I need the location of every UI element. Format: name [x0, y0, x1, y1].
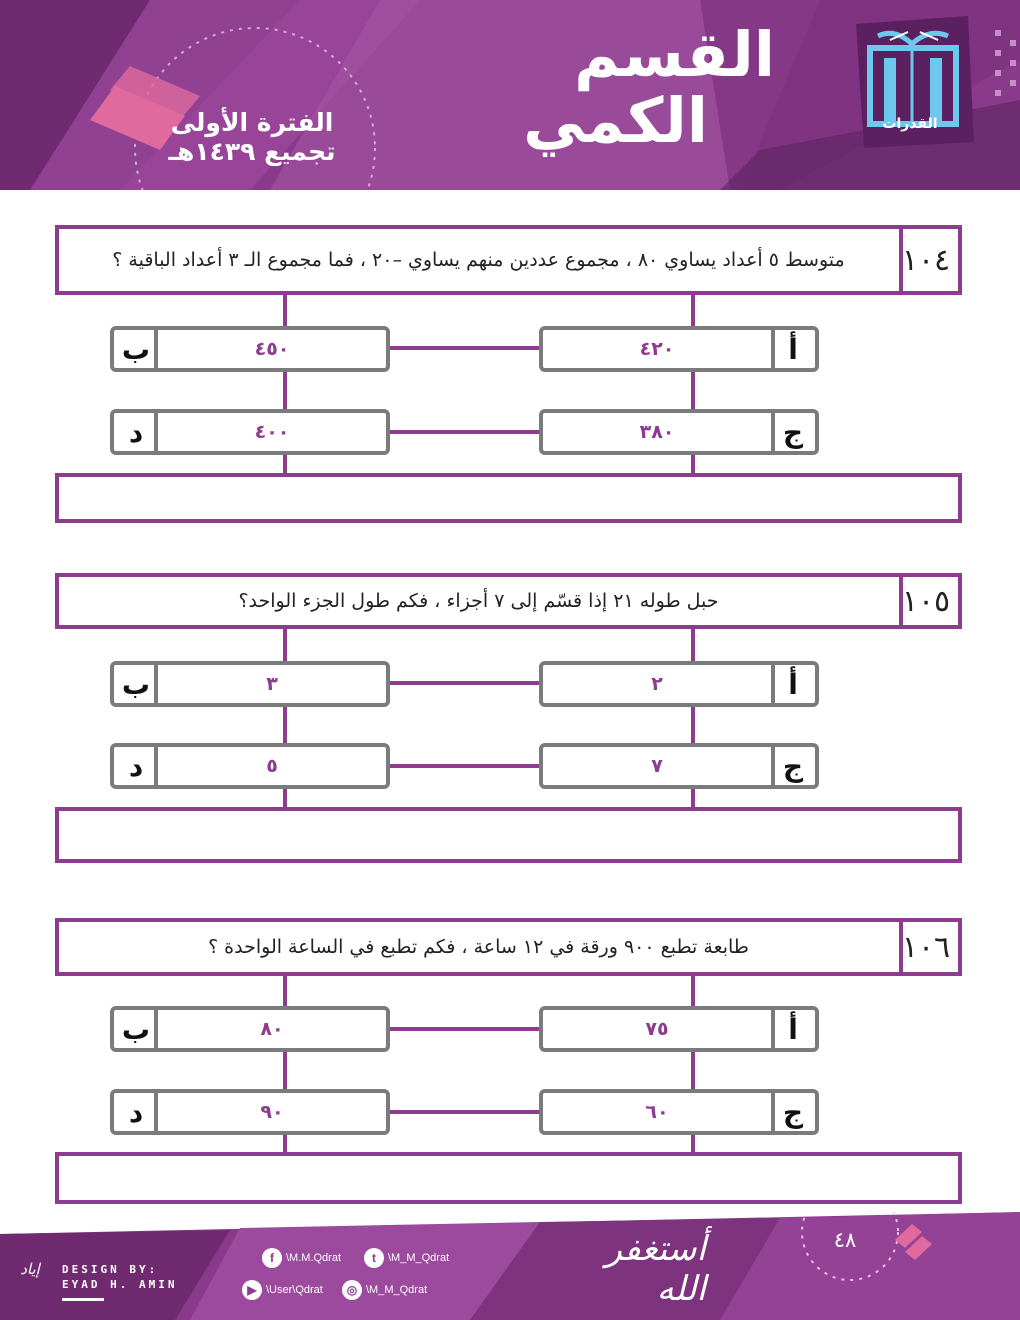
instagram-icon: ◎ — [342, 1280, 362, 1300]
answer-box[interactable] — [55, 1152, 962, 1204]
design-credit: DESIGN BY: EYAD H. AMIN — [62, 1263, 178, 1291]
question-number: ١٠٥ — [901, 583, 951, 619]
option-letter: أ — [788, 1012, 798, 1046]
option-letter: د — [128, 749, 144, 783]
option-value: ٤٢٠ — [639, 338, 675, 360]
option-value: ٧٥ — [645, 1018, 669, 1040]
logo-text: القدرات — [882, 116, 938, 132]
option-letter: د — [128, 1095, 144, 1129]
period-line2: تجميع ١٤٣٩هـ — [168, 137, 336, 166]
option-value: ٧ — [651, 755, 663, 777]
twitter-icon: t — [364, 1248, 384, 1268]
option-value: ٨٠ — [260, 1018, 284, 1040]
calligraphy-text: أستغفر الله — [605, 1229, 706, 1309]
section-title-line1: القسم — [574, 18, 775, 91]
twitter-link[interactable] — [364, 1248, 449, 1268]
section-title-line2: الكمي — [523, 84, 708, 157]
connector-line — [388, 1110, 540, 1114]
question-text: متوسط ٥ أعداد يساوي ٨٠ ، مجموع عددين منهم يساوي –٢٠ ، فما مجموع الـ ٣ أعداد الباقية ؟ — [112, 249, 845, 271]
twitter-handle: \M_M_Qdrat — [388, 1252, 450, 1264]
question-number: ١٠٦ — [901, 929, 951, 965]
question-box — [55, 573, 962, 629]
facebook-link[interactable] — [262, 1248, 341, 1268]
connector-line — [388, 1027, 540, 1031]
connector-line — [388, 681, 540, 685]
option-b[interactable] — [110, 661, 390, 707]
period-line1: الفترة الأولى — [170, 108, 334, 137]
option-c[interactable] — [539, 743, 819, 789]
page-number: ٤٨ — [833, 1228, 857, 1252]
option-value: ٦٠ — [645, 1101, 669, 1123]
option-letter: ب — [121, 1012, 151, 1046]
page-footer — [0, 1212, 1020, 1320]
option-letter: أ — [788, 332, 798, 366]
option-letter: ج — [782, 749, 804, 783]
answer-box[interactable] — [55, 473, 962, 523]
option-b[interactable] — [110, 326, 390, 372]
question-106 — [55, 918, 962, 1206]
facebook-icon: f — [262, 1248, 282, 1268]
question-box — [55, 918, 962, 976]
option-a[interactable] — [539, 661, 819, 707]
instagram-handle: \M_M_Qdrat — [366, 1284, 428, 1296]
option-value: ٣٨٠ — [639, 421, 675, 443]
connector-line — [388, 764, 540, 768]
option-value: ٩٠ — [260, 1101, 284, 1123]
option-c[interactable] — [539, 1089, 819, 1135]
option-value: ٢ — [651, 673, 663, 695]
option-a[interactable] — [539, 1006, 819, 1052]
page-header — [0, 0, 1020, 190]
facebook-handle: \M.M.Qdrat — [286, 1252, 342, 1264]
option-value: ٤٠٠ — [254, 421, 290, 443]
option-d[interactable] — [110, 409, 390, 455]
question-text: طابعة تطبع ٩٠٠ ورقة في ١٢ ساعة ، فكم تطبع في الساعة الواحدة ؟ — [208, 936, 749, 958]
design-underline — [62, 1298, 104, 1301]
option-value: ٤٥٠ — [254, 338, 290, 360]
youtube-icon: ▶ — [242, 1280, 262, 1300]
option-letter: د — [128, 415, 144, 449]
question-text: حبل طوله ٢١ إذا قسّم إلى ٧ أجزاء ، فكم طول الجزء الواحد؟ — [238, 590, 719, 612]
option-value: ٣ — [266, 673, 278, 695]
option-b[interactable] — [110, 1006, 390, 1052]
option-value: ٥ — [266, 755, 278, 777]
connector-line — [388, 430, 540, 434]
option-letter: ب — [121, 332, 151, 366]
option-letter: ج — [782, 1095, 804, 1129]
period-label — [132, 90, 372, 180]
question-box — [55, 225, 962, 295]
option-d[interactable] — [110, 743, 390, 789]
answer-box[interactable] — [55, 807, 962, 863]
youtube-handle: \User\Qdrat — [266, 1284, 323, 1296]
option-a[interactable] — [539, 326, 819, 372]
option-letter: ج — [782, 415, 804, 449]
option-letter: أ — [788, 667, 798, 701]
youtube-link[interactable] — [242, 1280, 323, 1300]
question-105 — [55, 573, 962, 865]
option-letter: ب — [121, 667, 151, 701]
question-number: ١٠٤ — [901, 242, 951, 278]
connector-line — [388, 346, 540, 350]
designer-signature: إياد — [20, 1260, 40, 1278]
question-104 — [55, 225, 962, 525]
instagram-link[interactable] — [342, 1280, 427, 1300]
option-c[interactable] — [539, 409, 819, 455]
option-d[interactable] — [110, 1089, 390, 1135]
